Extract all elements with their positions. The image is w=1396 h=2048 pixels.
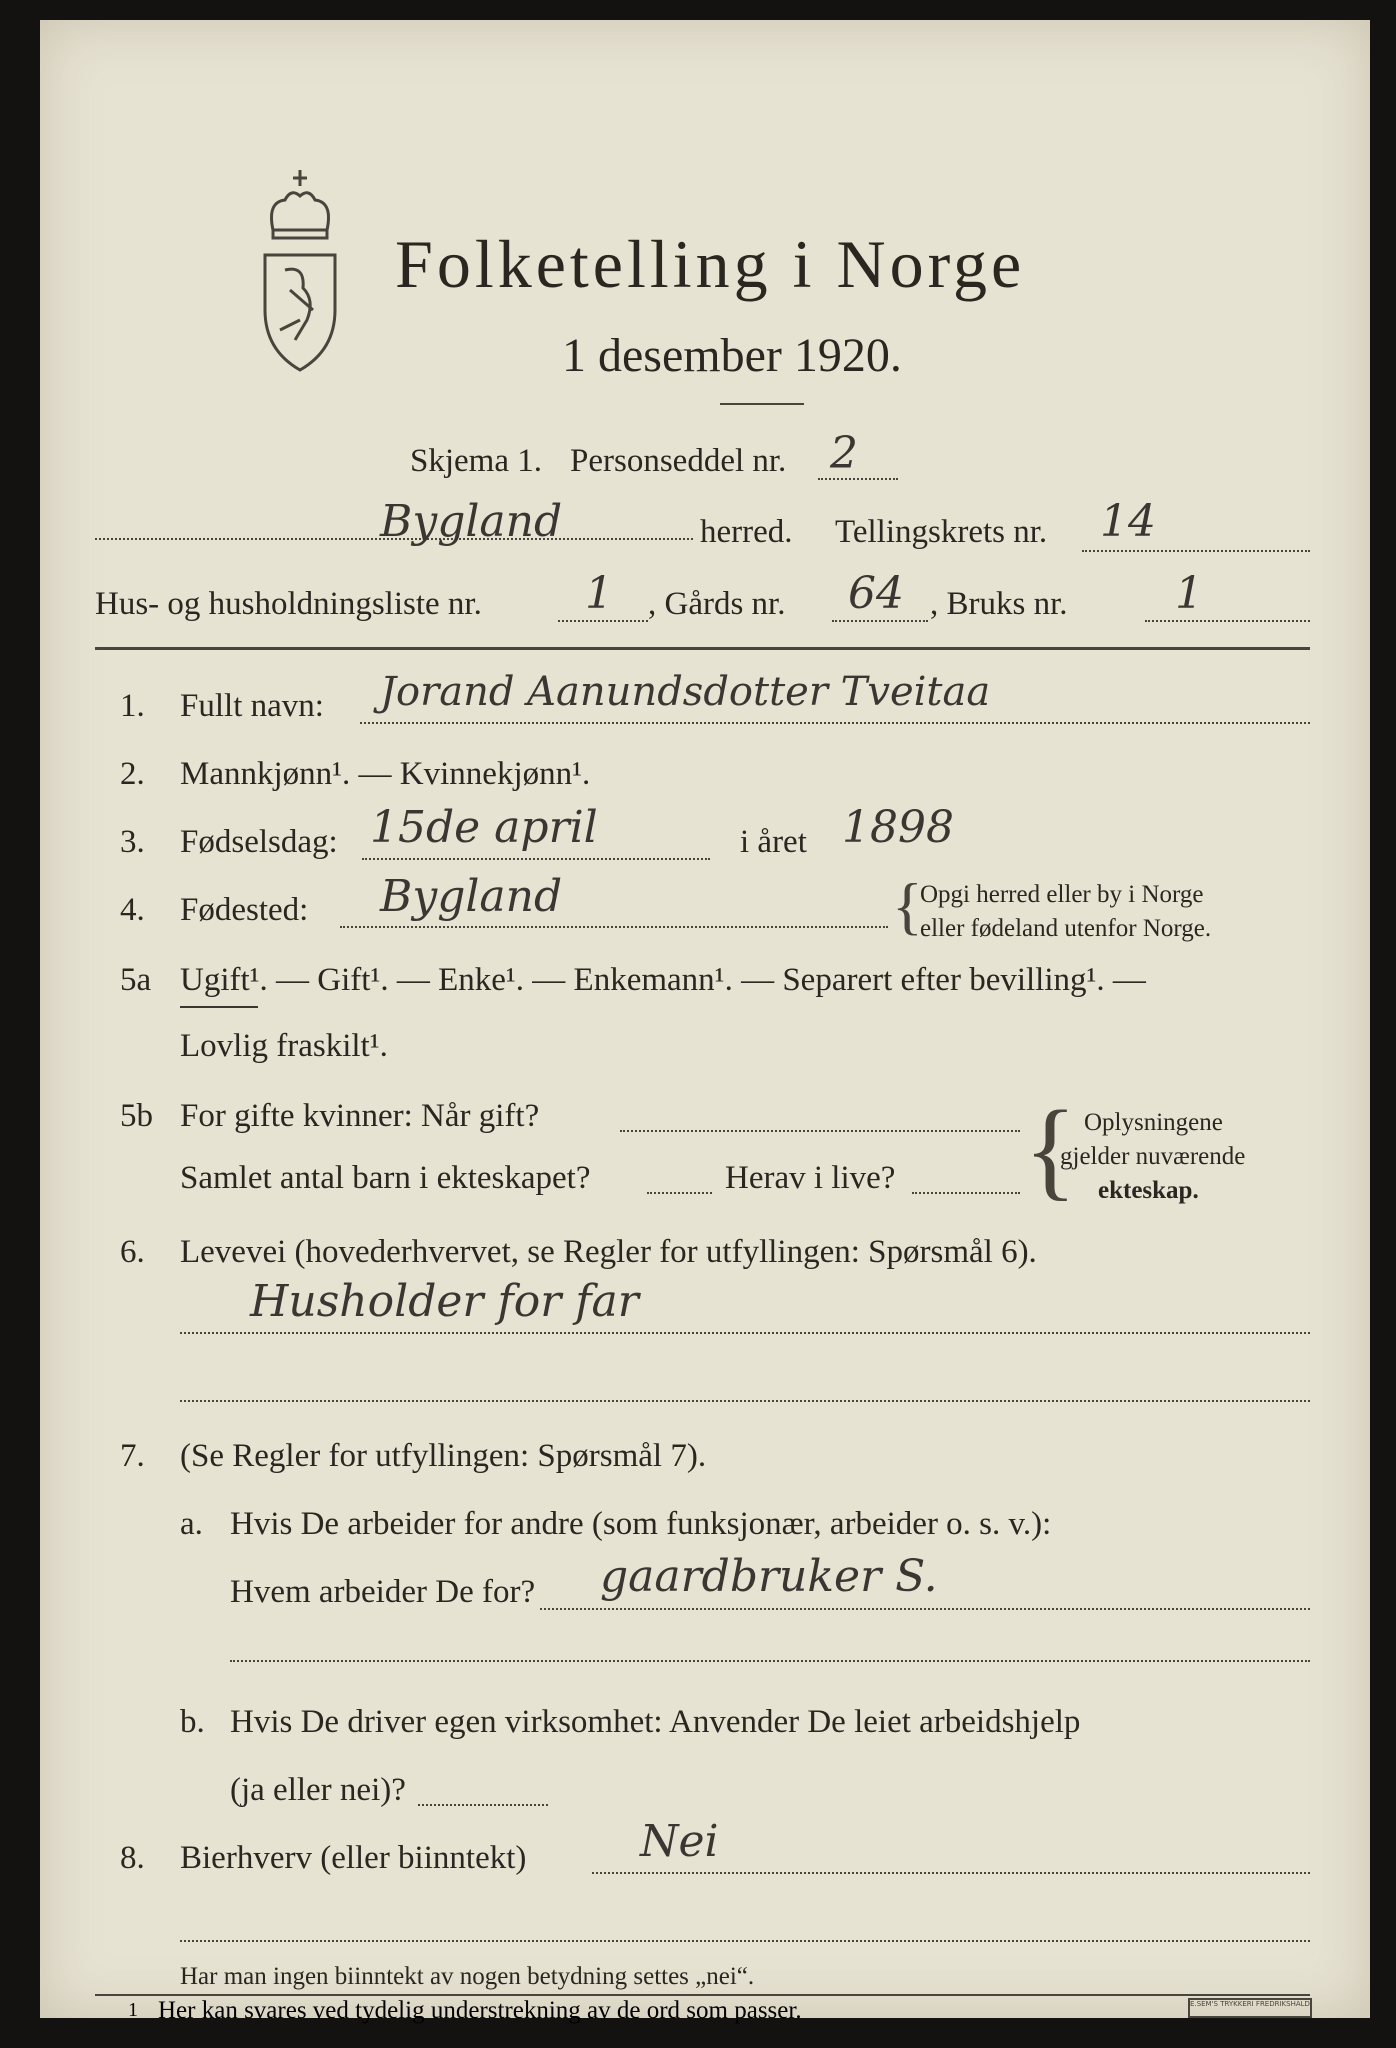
- q4-note-line2: eller fødeland utenfor Norge.: [920, 915, 1212, 942]
- q8-line2: [180, 1940, 1310, 1942]
- q1-number: 1.: [120, 688, 145, 724]
- personseddel-line: [818, 478, 898, 480]
- tellingskrets-value: 14: [1100, 496, 1156, 547]
- q7a-employer: gaardbruker S.: [600, 1551, 938, 1602]
- q2-number: 2.: [120, 756, 145, 792]
- herred-label: herred.: [700, 514, 793, 550]
- gards-line: [832, 620, 928, 622]
- q6-occupation: Husholder for far: [250, 1276, 639, 1327]
- q3-birthday: 15de april: [370, 802, 598, 853]
- q6-line1: [180, 1332, 1310, 1334]
- q5b-alive-line: [912, 1192, 1020, 1194]
- printer-stamp: E.SEM'S TRYKKERI FREDRIKSHALD: [1188, 1998, 1312, 2018]
- q7-number: 7.: [120, 1438, 145, 1474]
- q5a-label: Ugift¹. — Gift¹. — Enke¹. — Enkemann¹. — Separert efter bevilling¹. —: [180, 962, 1146, 998]
- gards-value: 64: [848, 568, 904, 619]
- q5b-when-married-label: For gifte kvinner: Når gift?: [180, 1098, 540, 1134]
- q7b-label-continued: (ja eller nei)?: [230, 1772, 406, 1808]
- bruks-line: [1145, 620, 1310, 622]
- q8-side-income: Nei: [640, 1816, 719, 1867]
- census-form-sheet: [40, 20, 1370, 2021]
- q5a-number: 5a: [120, 962, 152, 998]
- coat-of-arms-icon: [245, 160, 355, 375]
- q6-line2: [180, 1400, 1310, 1402]
- q2-label: Mannkjønn¹. — Kvinnekjønn¹.: [180, 756, 591, 792]
- q7a-line1: [540, 1608, 1310, 1610]
- husliste-label: Hus- og husholdningsliste nr.: [95, 586, 482, 622]
- tellingskrets-line: [1082, 550, 1310, 552]
- q8-label: Bierhverv (eller biinntekt): [180, 1840, 527, 1876]
- q4-birthplace: Bygland: [380, 871, 563, 922]
- q3-year-label: i året: [740, 824, 807, 860]
- note-nei: Har man ingen biinntekt av nogen betydning settes „nei“.: [180, 1963, 755, 1990]
- gards-label: , Gårds nr.: [648, 586, 786, 622]
- q1-label: Fullt navn:: [180, 688, 324, 724]
- q4-note-line1: Opgi herred eller by i Norge: [920, 881, 1204, 908]
- q5b-note-line3: ekteskap.: [1098, 1177, 1199, 1204]
- footer-rule: [95, 1994, 1310, 1996]
- personseddel-value: 2: [830, 428, 858, 479]
- husliste-value: 1: [585, 568, 613, 619]
- q3-label: Fødselsdag:: [180, 824, 338, 860]
- tellingskrets-label: Tellingskrets nr.: [835, 514, 1048, 550]
- q4-number: 4.: [120, 892, 145, 928]
- q5b-children-label: Samlet antal barn i ekteskapet?: [180, 1160, 591, 1196]
- footnote-mark: 1: [128, 1999, 138, 2021]
- title-divider: [720, 403, 804, 405]
- skjema-label: Skjema 1.: [410, 443, 542, 479]
- husliste-line: [558, 620, 648, 622]
- q8-number: 8.: [120, 1840, 145, 1876]
- q7a-label: Hvis De arbeider for andre (som funksjonær, arbeider o. s. v.):: [230, 1506, 1052, 1542]
- q4-brace: {: [892, 870, 923, 941]
- q7b-letter: b.: [180, 1704, 205, 1740]
- bruks-value: 1: [1175, 568, 1203, 619]
- q7b-line: [418, 1804, 548, 1806]
- q7b-label: Hvis De driver egen virksomhet: Anvender De leiet arbeidshjelp: [230, 1704, 1081, 1740]
- header-rule: [95, 647, 1310, 650]
- q6-label: Levevei (hovederhvervet, se Regler for utfyllingen: Spørsmål 6).: [180, 1234, 1037, 1270]
- footnote-text: Her kan svares ved tydelig understrekning av de ord som passer.: [158, 1997, 802, 2024]
- q7a-letter: a.: [180, 1506, 203, 1542]
- q5b-children-line: [647, 1192, 712, 1194]
- q5a-label-continued: Lovlig fraskilt¹.: [180, 1028, 388, 1064]
- q5b-note-line1: Oplysningene: [1084, 1109, 1223, 1136]
- q4-line: [340, 926, 888, 928]
- q3-line: [362, 858, 710, 860]
- bruks-label: , Bruks nr.: [930, 586, 1068, 622]
- q3-birth-year: 1898: [842, 802, 954, 853]
- personseddel-label: Personseddel nr.: [570, 443, 787, 479]
- form-title: Folketelling i Norge: [395, 226, 1026, 302]
- q5b-number: 5b: [120, 1098, 153, 1134]
- q3-number: 3.: [120, 824, 145, 860]
- q4-label: Fødested:: [180, 892, 309, 928]
- q5a-ugift-underline: [180, 1006, 258, 1008]
- q5b-note-line2: gjelder nuværende: [1060, 1143, 1246, 1170]
- q8-line1: [592, 1872, 1310, 1874]
- q7-label: (Se Regler for utfyllingen: Spørsmål 7).: [180, 1438, 707, 1474]
- q5b-alive-label: Herav i live?: [725, 1160, 896, 1196]
- q1-full-name: Jorand Aanundsdotter Tveitaa: [380, 669, 991, 715]
- q6-number: 6.: [120, 1234, 145, 1270]
- q7a-employer-label: Hvem arbeider De for?: [230, 1574, 536, 1610]
- herred-value: Bygland: [380, 496, 563, 547]
- q5b-when-married-line: [620, 1130, 1020, 1132]
- q7a-line2: [230, 1660, 1310, 1662]
- q1-line: [360, 722, 1310, 724]
- q5b-brace: {: [1024, 1088, 1077, 1210]
- census-date: 1 desember 1920.: [562, 329, 902, 382]
